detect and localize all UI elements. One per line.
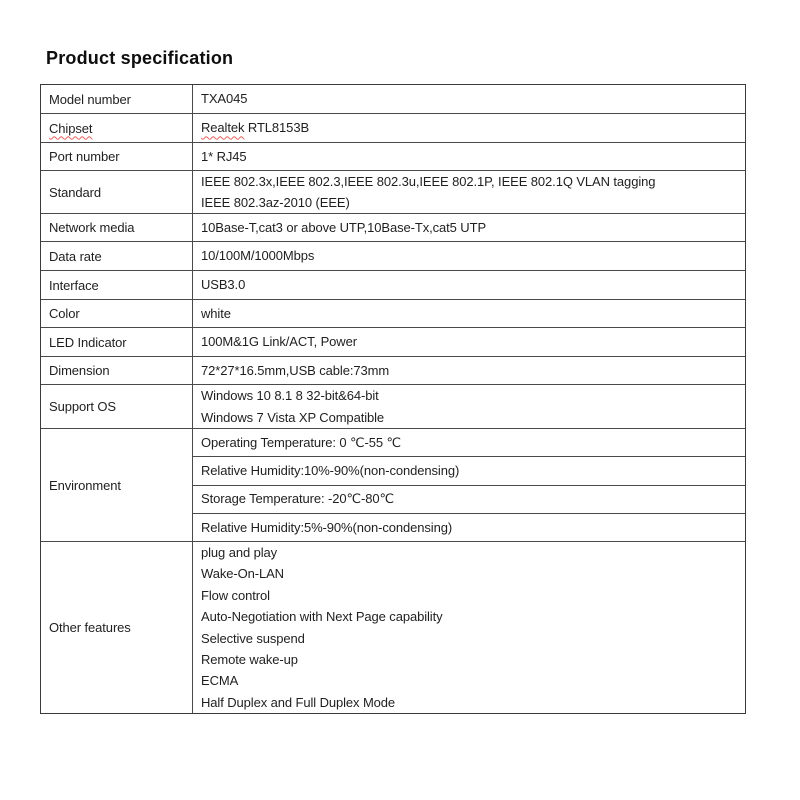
- row-value: [201, 117, 745, 138]
- feature-item: Wake-On-LAN: [201, 566, 284, 582]
- row-label: Interface: [41, 271, 193, 299]
- row-value: USB3.0: [201, 277, 246, 293]
- row-label: Color: [41, 300, 193, 327]
- row-value-line: Windows 7 Vista XP Compatible: [201, 409, 385, 425]
- environment-sub-row: Operating Temperature: 0 ℃-55 ℃: [193, 429, 745, 457]
- feature-item: Auto-Negotiation with Next Page capability: [201, 609, 443, 625]
- feature-item: Half Duplex and Full Duplex Mode: [201, 694, 396, 710]
- row-value: 72*27*16.5mm,USB cable:73mm: [201, 362, 390, 378]
- row-label-misspelled: Chipset: [49, 120, 93, 136]
- row-other-features: [41, 542, 745, 713]
- row-color: [41, 300, 745, 328]
- value-rest: RTL8153B: [244, 120, 310, 136]
- row-dimension: [41, 357, 745, 385]
- feature-item: Selective suspend: [201, 630, 305, 646]
- feature-item: ECMA: [201, 673, 239, 689]
- row-support-os: [41, 385, 745, 429]
- row-standard: [41, 171, 745, 214]
- row-value-line: IEEE 802.3az-2010 (EEE): [201, 195, 350, 210]
- row-value-line: Windows 10 8.1 8 32-bit&64-bit: [201, 388, 379, 404]
- row-label: Data rate: [41, 242, 193, 270]
- row-label: Model number: [41, 85, 193, 113]
- row-value: 1* RJ45: [201, 148, 247, 164]
- product-spec-table: [40, 84, 746, 714]
- row-label: Environment: [41, 429, 193, 541]
- row-label: Standard: [41, 171, 193, 213]
- row-data-rate: [41, 242, 745, 271]
- environment-sub-row: Relative Humidity:5%-90%(non-condensing): [201, 519, 453, 535]
- row-chipset: [41, 114, 745, 143]
- row-label: LED Indicator: [41, 328, 193, 356]
- feature-item: Remote wake-up: [201, 651, 298, 667]
- row-value: white: [201, 305, 231, 321]
- feature-item: Flow control: [201, 587, 270, 603]
- environment-sub-row: Storage Temperature: -20℃-80℃: [193, 486, 745, 514]
- row-label: Support OS: [41, 385, 193, 428]
- row-model-number: [41, 85, 745, 114]
- row-value: TXA045: [201, 91, 248, 107]
- environment-sub-row: Relative Humidity:10%-90%(non-condensing): [193, 457, 745, 485]
- row-value: 10/100M/1000Mbps: [201, 248, 315, 264]
- row-value-line: IEEE 802.3x,IEEE 802.3,IEEE 802.3u,IEEE 802.1P, IEEE 802.1Q VLAN tagging: [201, 173, 656, 189]
- feature-item: plug and play: [201, 544, 278, 560]
- row-value: 10Base-T,cat3 or above UTP,10Base-Tx,cat5 UTP: [201, 219, 487, 235]
- misspelled-word: Realtek: [201, 120, 245, 136]
- row-port-number: [41, 143, 745, 171]
- row-network-media: [41, 214, 745, 242]
- page-title: Product specification: [46, 48, 234, 68]
- row-label: Network media: [41, 214, 193, 241]
- row-value: 100M&1G Link/ACT, Power: [201, 334, 357, 350]
- row-environment: [41, 429, 745, 542]
- row-label: Dimension: [41, 357, 193, 384]
- row-led-indicator: [41, 328, 745, 357]
- row-label: Port number: [41, 143, 193, 170]
- row-label: Other features: [41, 542, 193, 713]
- row-interface: [41, 271, 745, 300]
